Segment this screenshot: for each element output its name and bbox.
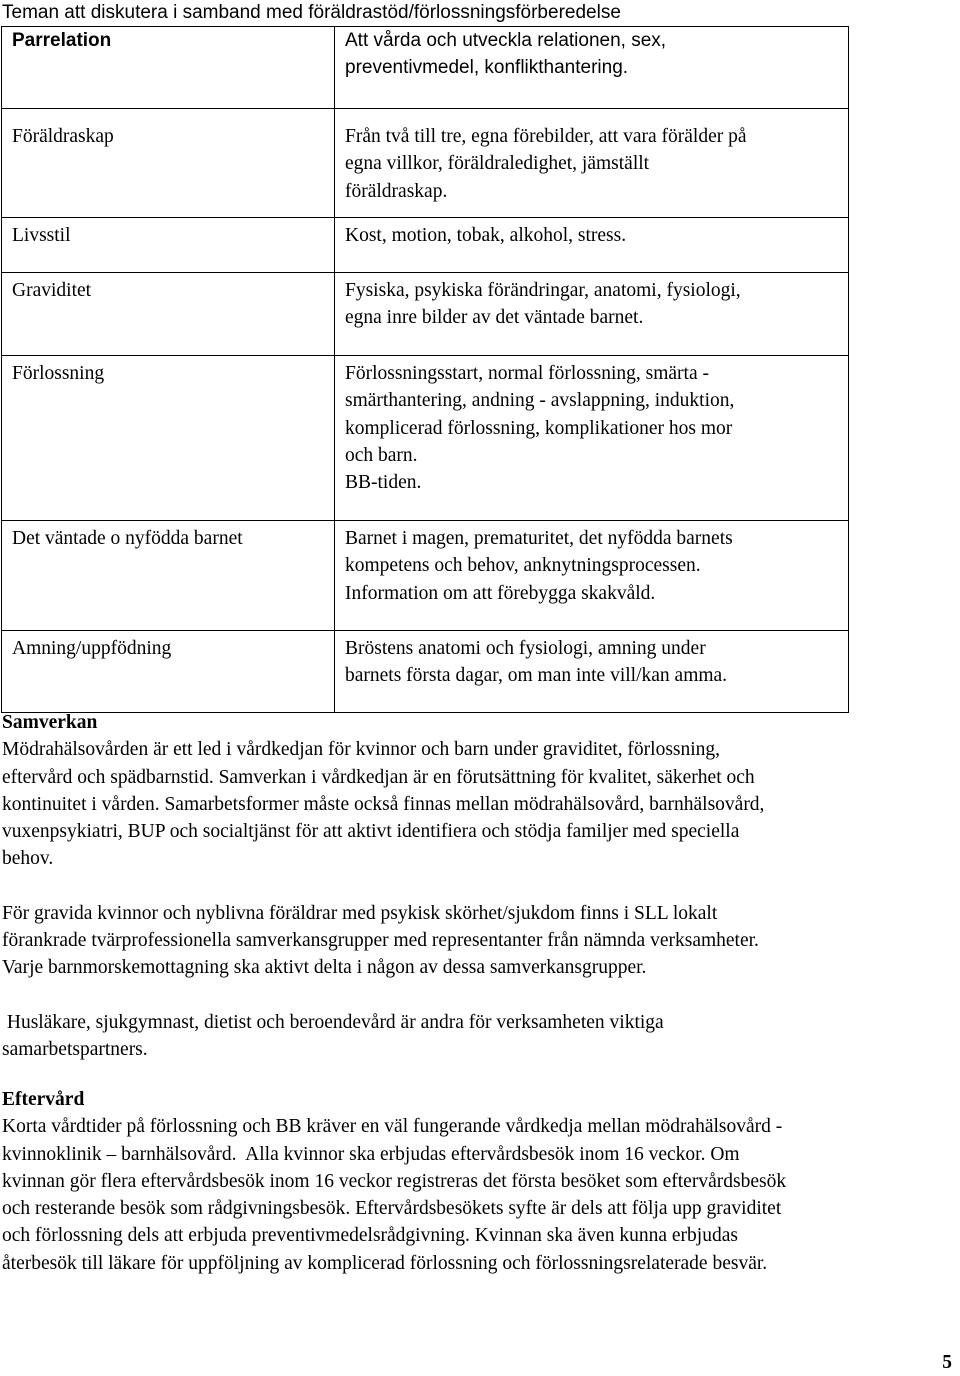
samverkan-section (2, 709, 942, 1063)
description-line: Fysiska, psykiska förändringar, anatomi, fysiologi, (345, 280, 741, 301)
description-line: preventivmedel, konflikthantering. (345, 57, 629, 79)
topic-cell: Graviditet (2, 273, 335, 356)
description-cell (335, 273, 849, 356)
table-row (2, 521, 849, 631)
description-line: och barn. (345, 444, 418, 466)
topic-cell: Det väntade o nyfödda barnet (2, 521, 335, 631)
description-line: egna inre bilder av det väntade barnet. (345, 307, 644, 329)
description-line: BB-tiden. (345, 472, 422, 494)
topic-cell: Parrelation (2, 27, 335, 109)
table-row (2, 109, 849, 218)
topics-table (1, 26, 849, 713)
table-row (2, 273, 849, 356)
topic-cell: Livsstil (2, 218, 335, 273)
paragraph: För gravida kvinnor och nyblivna föräldrar med psykisk skörhet/sjukdom finns i SLL lokalt förankrade tvärprofessionella samverkansgrupper med representanter från nämnda verksamheter. Varje barnmorskemottagning ska aktivt delta i någon av dessa samverkansgrupper. (2, 902, 759, 979)
topic-cell: Föräldraskap (2, 109, 335, 218)
description-line: Från två till tre, egna förebilder, att vara förälder på (345, 126, 747, 147)
description-line: Bröstens anatomi och fysiologi, amning under (345, 638, 706, 659)
description-line: Att vårda och utveckla relationen, sex, (345, 30, 667, 51)
paragraph: Husläkare, sjukgymnast, dietist och beroendevård är andra för verksamheten viktiga samarbetspartners. (2, 1011, 664, 1060)
description-cell (335, 218, 849, 273)
section-title: Eftervård (2, 1089, 85, 1110)
table-row (2, 356, 849, 521)
description-line: komplicerad förlossning, komplikationer hos mor (345, 417, 733, 439)
description-line: barnets första dagar, om man inte vill/kan amma. (345, 665, 728, 687)
description-line: föräldraskap. (345, 180, 448, 202)
page-number: 5 (942, 1352, 952, 1373)
table-row (2, 27, 849, 109)
description-line: kompetens och behov, anknytningsprocessen. (345, 555, 701, 577)
description-cell (335, 521, 849, 631)
topic-cell: Amning/uppfödning (2, 631, 335, 713)
description-line: Information om att förebygga skakvåld. (345, 582, 656, 604)
table-row (2, 631, 849, 713)
eftervard-section (2, 1086, 942, 1277)
paragraph: Korta vårdtider på förlossning och BB kräver en väl fungerande vårdkedja mellan mödrahälsovård - kvinnoklinik – barnhälsovård. Alla kvinnor ska erbjudas eftervårdsbesök inom 16 veckor. Om kvinnan gör flera eftervårdsbesök inom 16 veckor registreras det första besöket som eftervårdsbesök och resterande besök som rådgivningsbesök. Eftervårdsbesökets syfte är dels att följa upp graviditet och förlossning dels att erbjuda preventivmedelsrådgivning. Kvinnan ska även kunna erbjudas återbesök till läkare för uppföljning av komplicerad förlossning och förlossningsrelaterade besvär. (2, 1116, 787, 1274)
paragraph: Mödrahälsovården är ett led i vårdkedjan för kvinnor och barn under graviditet, förlossning, eftervård och spädbarnstid. Samverkan i vårdkedjan är en förutsättning för kvalitet, säkerhet och kontinuitet i vården. Samarbetsformer måste också finnas mellan mödrahälsovård, barnhälsovård, vuxenpsykiatri, BUP och socialtjänst för att aktivt identifiera och stödja familjer med speciella behov. (2, 739, 765, 870)
description-cell (335, 356, 849, 521)
description-cell (335, 27, 849, 109)
section-title: Samverkan (2, 712, 98, 733)
description-cell (335, 109, 849, 218)
description-line: egna villkor, föräldraledighet, jämställt (345, 153, 650, 175)
topic-cell: Förlossning (2, 356, 335, 521)
description-cell (335, 631, 849, 713)
document-heading: Teman att diskutera i samband med föräldrastöd/förlossningsförberedelse (2, 2, 621, 23)
description-line: Förlossningsstart, normal förlossning, smärta - (345, 363, 709, 384)
description-line: Barnet i magen, prematuritet, det nyfödda barnets (345, 528, 733, 549)
description-line: smärthantering, andning - avslappning, induktion, (345, 390, 735, 412)
description-line: Kost, motion, tobak, alkohol, stress. (345, 225, 627, 246)
table-row (2, 218, 849, 273)
